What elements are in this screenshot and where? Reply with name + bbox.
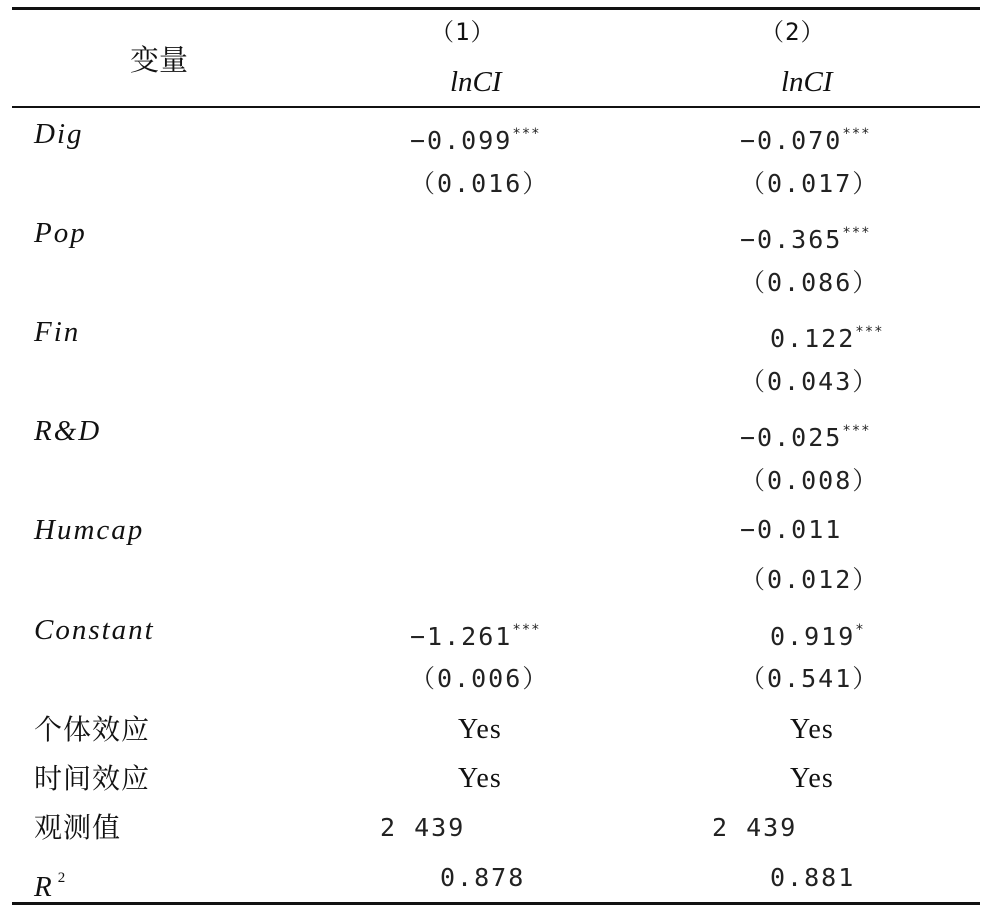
coef-value: 0.122 — [770, 324, 856, 353]
row-label-dig: Dig — [34, 118, 84, 150]
rd-se-col2: （0.008） — [740, 466, 880, 495]
row-label-r-squared — [34, 860, 67, 905]
table-top-rule — [12, 7, 980, 10]
dig-se-col1: （0.016） — [410, 169, 550, 198]
constant-coef-col2 — [770, 612, 865, 655]
coef-value: −0.025 — [740, 423, 843, 452]
row-label-observations: 观测值 — [34, 811, 122, 844]
table-bottom-rule — [12, 902, 980, 905]
humcap-se-col2: （0.012） — [740, 565, 880, 594]
row-label-fin: Fin — [34, 316, 81, 348]
humcap-coef-col2: −0.011 — [740, 515, 843, 544]
coef-value: −0.070 — [740, 126, 843, 155]
significance-stars: *** — [855, 324, 884, 340]
dig-coef-col1 — [410, 116, 541, 159]
dig-coef-col2 — [740, 116, 871, 159]
significance-stars: *** — [512, 622, 541, 638]
fin-se-col2: （0.043） — [740, 367, 880, 396]
coef-value: 0.919 — [770, 622, 856, 651]
row-label-humcap: Humcap — [34, 514, 145, 546]
significance-stars: *** — [512, 126, 541, 142]
r-squared-col2: 0.881 — [770, 863, 856, 892]
time-effect-col2: Yes — [790, 763, 834, 794]
coef-value: −1.261 — [410, 622, 513, 651]
significance-stars: *** — [842, 126, 871, 142]
pop-coef-col2 — [740, 215, 871, 258]
r-squared-col1: 0.878 — [440, 863, 526, 892]
individual-effect-col1: Yes — [458, 714, 502, 745]
coef-value: −0.099 — [410, 126, 513, 155]
constant-se-col1: （0.006） — [410, 664, 550, 693]
pop-se-col2: （0.086） — [740, 268, 880, 297]
individual-effect-col2: Yes — [790, 714, 834, 745]
constant-coef-col1 — [410, 612, 541, 655]
column-1-number: （1） — [430, 18, 496, 46]
row-label-constant: Constant — [34, 614, 155, 646]
coef-value: −0.365 — [740, 225, 843, 254]
observations-col1: 2 439 — [380, 813, 466, 842]
column-2-number: （2） — [760, 18, 826, 46]
row-label-time-effect: 时间效应 — [34, 762, 151, 795]
rd-coef-col2 — [740, 413, 871, 456]
significance-stars: *** — [842, 225, 871, 241]
dig-se-col2: （0.017） — [740, 169, 880, 198]
significance-stars: *** — [842, 423, 871, 439]
column-2-dependent-variable: lnCI — [781, 66, 833, 98]
time-effect-col1: Yes — [458, 763, 502, 794]
significance-stars: * — [855, 622, 865, 638]
row-label-individual-effect: 个体效应 — [34, 713, 151, 746]
column-1-dependent-variable: lnCI — [450, 66, 502, 98]
r-superscript: 2 — [57, 870, 68, 886]
r-letter: R — [34, 871, 54, 903]
row-label-pop: Pop — [34, 217, 87, 249]
observations-col2: 2 439 — [712, 813, 798, 842]
constant-se-col2: （0.541） — [740, 664, 880, 693]
row-label-rd: R&D — [34, 415, 102, 447]
fin-coef-col2 — [770, 314, 884, 357]
header-variable-label: 变量 — [130, 43, 189, 77]
table-header-rule — [12, 106, 980, 108]
